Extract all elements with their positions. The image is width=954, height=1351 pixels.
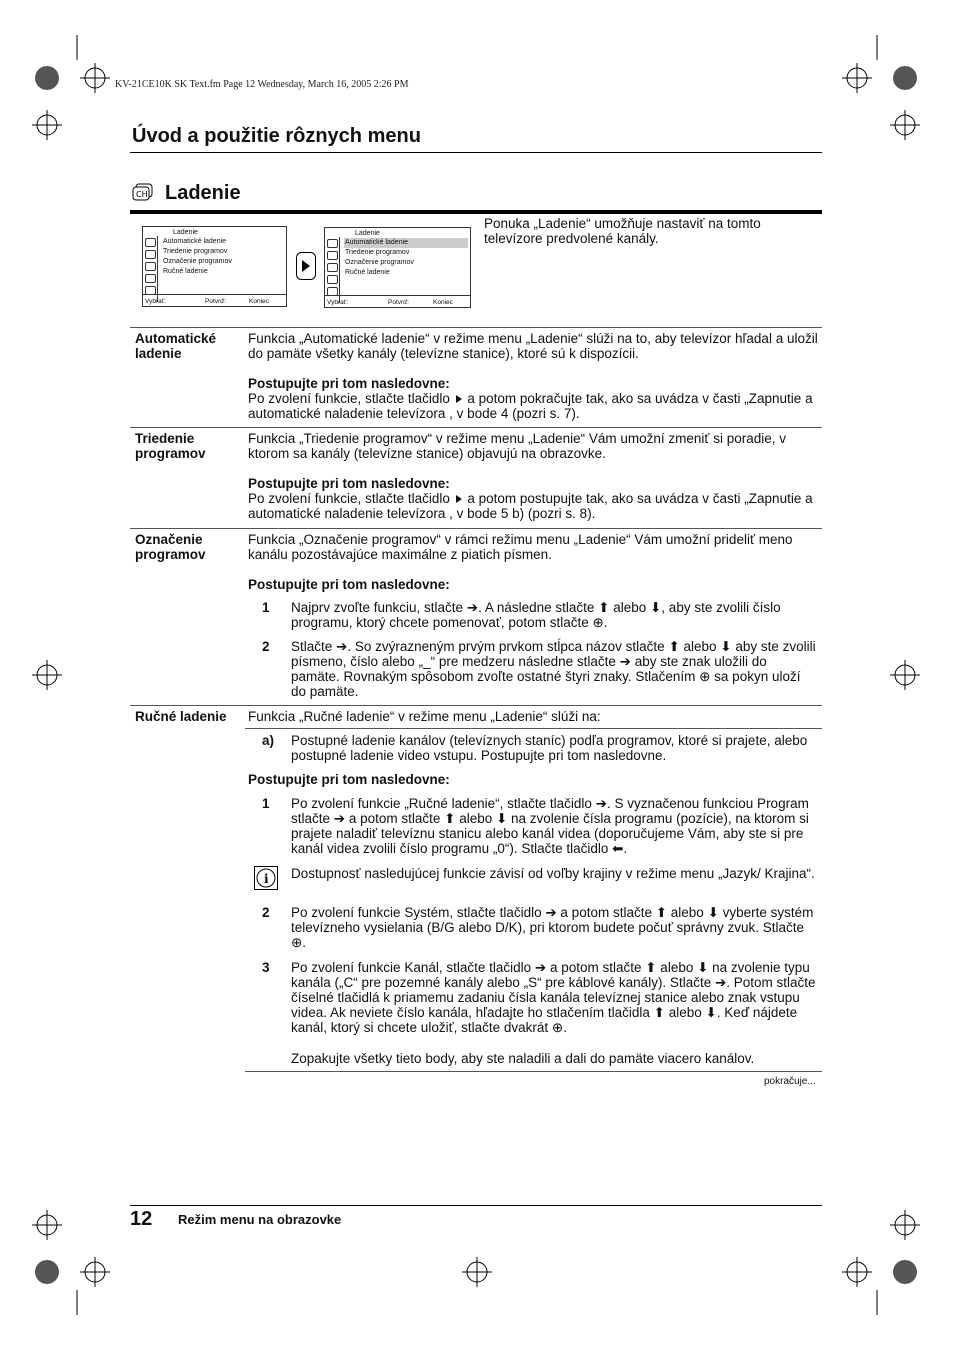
row-divider: [130, 528, 822, 529]
foot-confirm: Potvrď:: [205, 298, 226, 305]
step-text: Po zvolení funkcie „Ručné ladenie“, stlačte tlačidlo ➔. S vyznačenou funkciou Program stlačte ➔ a potom stlačte ⬆ alebo ⬇ na zvolenie čísla programu (pozície), na ktorom si prajete naladiť televíznu stanicu alebo kanál videa (doporučujeme Vám, aby ste si pre kanál videa zvolili číslo programu „0“). Stlačte tlačidlo ⬅.: [291, 796, 809, 856]
step-text: Stlačte ➔. So zvýrazneným prvým prvkom stĺpca názov stlačte ⬆ alebo ⬇ aby ste zvolili písmeno, číslo alebo „_“ pre medzeru následne stlačte ➔ aby ste znak uložili do pamäte. Rovnakým spôsobom zvoľte ostatné štyri znaky. Stlačením ⊕ sa pokyn uloží do pamäte.: [291, 639, 816, 699]
menu-item: Triedenie programov: [345, 249, 410, 256]
menu-item: Ručné ladenie: [163, 268, 208, 275]
step-number: 2: [262, 639, 270, 654]
continues-label: pokračuje...: [764, 1076, 816, 1087]
menu-title: Ladenie: [173, 229, 198, 236]
note-text: Dostupnosť nasledujúcej funkcie závisí od voľby krajiny v režime menu „Jazyk/ Krajina“.: [291, 866, 815, 881]
menu-screen-1: [142, 226, 287, 307]
row-divider: [130, 705, 822, 706]
row-body: Funkcia „Triedenie programov“ v režime menu „Ladenie“ Vám umožní zmeniť si poradie, v ktorom sa kanály (televízne stanice) objavujú na obrazovke. Postupujte pri tom nasledovne: Po zvolení funkcie, stlačte tlačidlo a potom postupujte tak, ako sa uvádza v časti „Zapnutie a automatické naladenie televízora , v bode 5 b) (pozri s. 8).: [248, 431, 813, 521]
step-text: Najprv zvoľte funkciu, stlačte ➔. A následne stlačte ⬆ alebo ⬇, aby ste zvolili číslo programu, ktorý chcete pomenovať, potom stlačte ⊕.: [291, 600, 781, 630]
section-rule: [130, 210, 822, 214]
step-number: 2: [262, 905, 270, 920]
section-title: Ladenie: [165, 182, 241, 204]
row-body: Funkcia „Automatické ladenie“ v režime menu „Ladenie“ slúži na to, aby televízor hľadal a uložil do pamäte všetky kanály (televízne stanice), ktoré sú k dispozícii. Postupujte pri tom nasledovne: Po zvolení funkcie, stlačte tlačidlo a potom pokračujte tak, ako sa uvádza v časti „Zapnutie a automatické naladenie televízora , v bode 4 (pozri s. 7).: [248, 331, 818, 421]
row-body: Funkcia „Ručné ladenie“ v režime menu „Ladenie“ slúži na:: [248, 709, 601, 724]
row-end-divider: [245, 1071, 822, 1072]
info-icon: [254, 866, 278, 890]
foot-select: Vybrať:: [327, 299, 348, 306]
file-header-line: KV-21CE10K SK Text.fm Page 12 Wednesday, March 16, 2005 2:26 PM: [115, 79, 409, 90]
step-number: 1: [262, 796, 270, 811]
title-rule: [130, 152, 822, 153]
row-divider: [130, 327, 822, 328]
procedure-heading: Postupujte pri tom nasledovne:: [248, 772, 450, 787]
page-number: 12: [130, 1208, 153, 1230]
menu-item: Triedenie programov: [163, 248, 228, 255]
intro-text: Ponuka „Ladenie“ umožňuje nastaviť na tomto televízore predvolené kanály.: [484, 216, 761, 246]
row-label: Ručné ladenie: [135, 709, 227, 724]
step-number: 1: [262, 600, 270, 615]
row-label: Triedenie programov: [135, 431, 206, 461]
step-number: 3: [262, 960, 270, 975]
right-arrow-icon: [456, 395, 462, 403]
menu-screen-2: [324, 227, 471, 308]
footer-rule: [130, 1205, 822, 1206]
page-title: Úvod a použitie rôznych menu: [132, 125, 421, 147]
svg-text:CH: CH: [136, 190, 148, 199]
row-body: Funkcia „Označenie programov“ v rámci režimu menu „Ladenie“ Vám umožní prideliť meno kanálu pozostávajúce maximálne z piatich písmen. Postupujte pri tom nasledovne:: [248, 532, 793, 592]
menu-icons: [143, 236, 158, 302]
foot-confirm: Potvrď:: [388, 299, 409, 306]
foot-exit: Koniec: [433, 299, 453, 306]
step-text: Po zvolení funkcie Kanál, stlačte tlačidlo ➔ a potom stlačte ⬆ alebo ⬇ na zvolenie typu kanála („C“ pre pozemné kanály alebo „S“ pre káblové kanály). Stlačte ➔. Potom stlačte číselné tlačidlá k priamemu zadaniu čísla kanála televíznej stanice alebo znak vstupu videa. Ak neviete číslo kanála, hľadajte ho stlačením tlačidla ⬆ alebo ⬇. Keď nájdete kanál, ktorý si chcete uložiť, stlačte dvakrát ⊕.: [291, 960, 816, 1035]
foot-select: Vybrať:: [145, 298, 166, 305]
menu-item: Ručné ladenie: [345, 269, 390, 276]
next-arrow-icon: [296, 252, 316, 280]
right-arrow-icon: [456, 495, 462, 503]
menu-item: Automatické ladenie: [163, 238, 227, 245]
step-number: a): [262, 733, 275, 748]
step-text: Po zvolení funkcie Systém, stlačte tlačidlo ➔ a potom stlačte ⬆ alebo ⬇ vyberte systém televízneho vysielania (B/G alebo D/K), pri ktorom budete počuť správny zvuk. Stlačte ⊕.: [291, 905, 814, 950]
foot-exit: Koniec: [249, 298, 269, 305]
menu-title: Ladenie: [355, 230, 380, 237]
menu-item: Označenie programov: [345, 259, 414, 266]
repeat-text: Zopakujte všetky tieto body, aby ste naladili a dali do pamäte viacero kanálov.: [291, 1051, 755, 1066]
step-text: Postupné ladenie kanálov (televíznych staníc) podľa programov, ktoré si prajete, alebo postupné ladenie video vstupu. Postupujte pri tom nasledovne.: [291, 733, 808, 763]
tuning-menu-icon: [132, 183, 154, 201]
row-subdivider: [245, 728, 822, 729]
menu-icons: [325, 237, 340, 303]
row-divider: [130, 427, 822, 428]
row-label: Označenie programov: [135, 532, 206, 562]
row-label: Automatické ladenie: [135, 331, 217, 361]
menu-item-highlighted: Automatické ladenie: [344, 238, 468, 248]
menu-item: Označenie programov: [163, 258, 232, 265]
chapter-name: Režim menu na obrazovke: [178, 1212, 342, 1227]
svg-text:i: i: [264, 872, 269, 886]
